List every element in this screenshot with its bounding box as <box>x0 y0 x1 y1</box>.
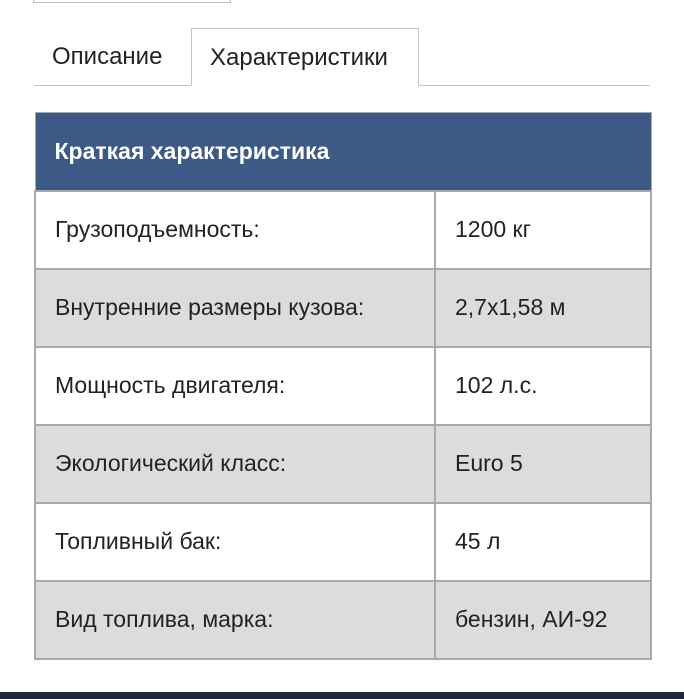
spec-table-title: Краткая характеристика <box>35 113 651 191</box>
spec-label: Вид топлива, марка: <box>35 581 435 659</box>
spec-label: Мощность двигателя: <box>35 347 435 425</box>
spec-value: 2,7х1,58 м <box>435 269 651 347</box>
spec-value: 45 л <box>435 503 651 581</box>
table-row <box>35 347 651 425</box>
tabs-bar <box>34 28 650 86</box>
table-row <box>35 425 651 503</box>
table-row <box>35 503 651 581</box>
spec-label: Внутренние размеры кузова: <box>35 269 435 347</box>
spec-value: бензин, АИ-92 <box>435 581 651 659</box>
top-partial-element <box>33 0 231 3</box>
spec-value: 1200 кг <box>435 191 651 269</box>
spec-table-header-row <box>35 113 651 191</box>
table-row <box>35 191 651 269</box>
tab-description[interactable]: Описание <box>52 43 163 70</box>
footer-bar <box>0 692 684 699</box>
spec-label: Грузоподъемность: <box>35 191 435 269</box>
spec-label: Топливный бак: <box>35 503 435 581</box>
spec-table <box>34 112 652 660</box>
spec-value: Euro 5 <box>435 425 651 503</box>
tab-specifications[interactable]: Характеристики <box>191 28 419 86</box>
table-row <box>35 269 651 347</box>
spec-value: 102 л.с. <box>435 347 651 425</box>
spec-label: Экологический класс: <box>35 425 435 503</box>
table-row <box>35 581 651 659</box>
